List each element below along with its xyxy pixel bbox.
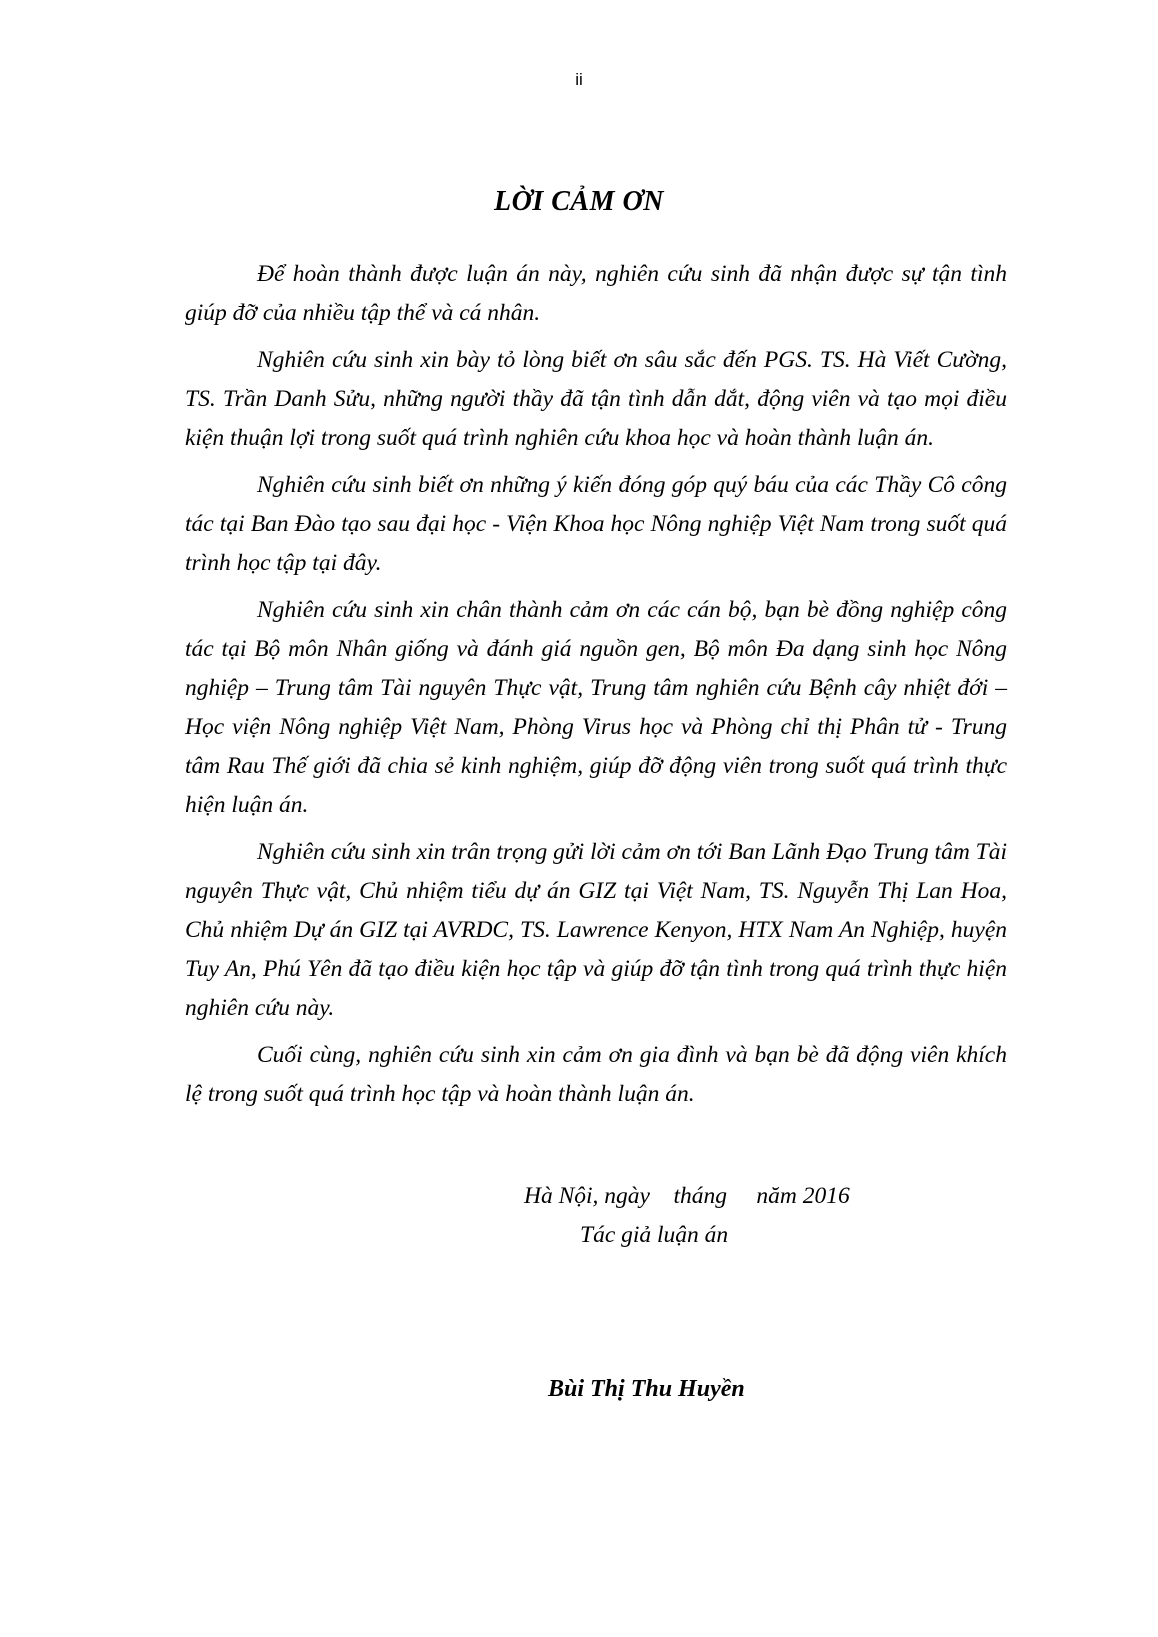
- signature-date-line: Hà Nội, ngày tháng năm 2016: [524, 1183, 850, 1209]
- paragraph-3: Nghiên cứu sinh biết ơn những ý kiến đóng góp quý báu của các Thầy Cô công tác tại Ban Đào tạo sau đại học - Viện Khoa học Nông nghiệp Việt Nam trong suốt quá trình học tập tại đây.: [185, 472, 1007, 576]
- page-title: LỜI CẢM ƠN: [494, 186, 664, 217]
- paragraph-4: Nghiên cứu sinh xin chân thành cảm ơn các cán bộ, bạn bè đồng nghiệp công tác tại Bộ môn Nhân giống và đánh giá nguồn gen, Bộ môn Đa dạng sinh học Nông nghiệp – Trung tâm Tài nguyên Thực vật, Trung tâm nghiên cứu Bệnh cây nhiệt đới – Học viện Nông nghiệp Việt Nam, Phòng Virus học và Phòng chỉ thị Phân tử - Trung tâm Rau Thế giới đã chia sẻ kinh nghiệm, giúp đỡ động viên trong suốt quá trình thực hiện luận án.: [185, 597, 1007, 818]
- paragraph-1: Để hoàn thành được luận án này, nghiên cứu sinh đã nhận được sự tận tình giúp đỡ của nhiều tập thể và cá nhân.: [185, 261, 1007, 326]
- signature-role: Tác giả luận án: [580, 1222, 729, 1248]
- signature-author-name: Bùi Thị Thu Huyền: [548, 1376, 745, 1402]
- paragraph-6: Cuối cùng, nghiên cứu sinh xin cảm ơn gia đình và bạn bè đã động viên khích lệ trong suốt quá trình học tập và hoàn thành luận án.: [185, 1042, 1007, 1107]
- paragraph-2: Nghiên cứu sinh xin bày tỏ lòng biết ơn sâu sắc đến PGS. TS. Hà Viết Cường, TS. Trần Danh Sửu, những người thầy đã tận tình dẫn dắt, động viên và tạo mọi điều kiện thuận lợi trong suốt quá trình nghiên cứu khoa học và hoàn thành luận án.: [185, 347, 1007, 451]
- page-number: ii: [575, 70, 583, 89]
- acknowledgement-body: [185, 255, 1007, 1122]
- paragraph-5: Nghiên cứu sinh xin trân trọng gửi lời cảm ơn tới Ban Lãnh Đạo Trung tâm Tài nguyên Thực vật, Chủ nhiệm tiểu dự án GIZ tại Việt Nam, TS. Nguyễn Thị Lan Hoa, Chủ nhiệm Dự án GIZ tại AVRDC, TS. Lawrence Kenyon, HTX Nam An Nghiệp, huyện Tuy An, Phú Yên đã tạo điều kiện học tập và giúp đỡ tận tình trong quá trình thực hiện nghiên cứu này.: [185, 839, 1008, 1021]
